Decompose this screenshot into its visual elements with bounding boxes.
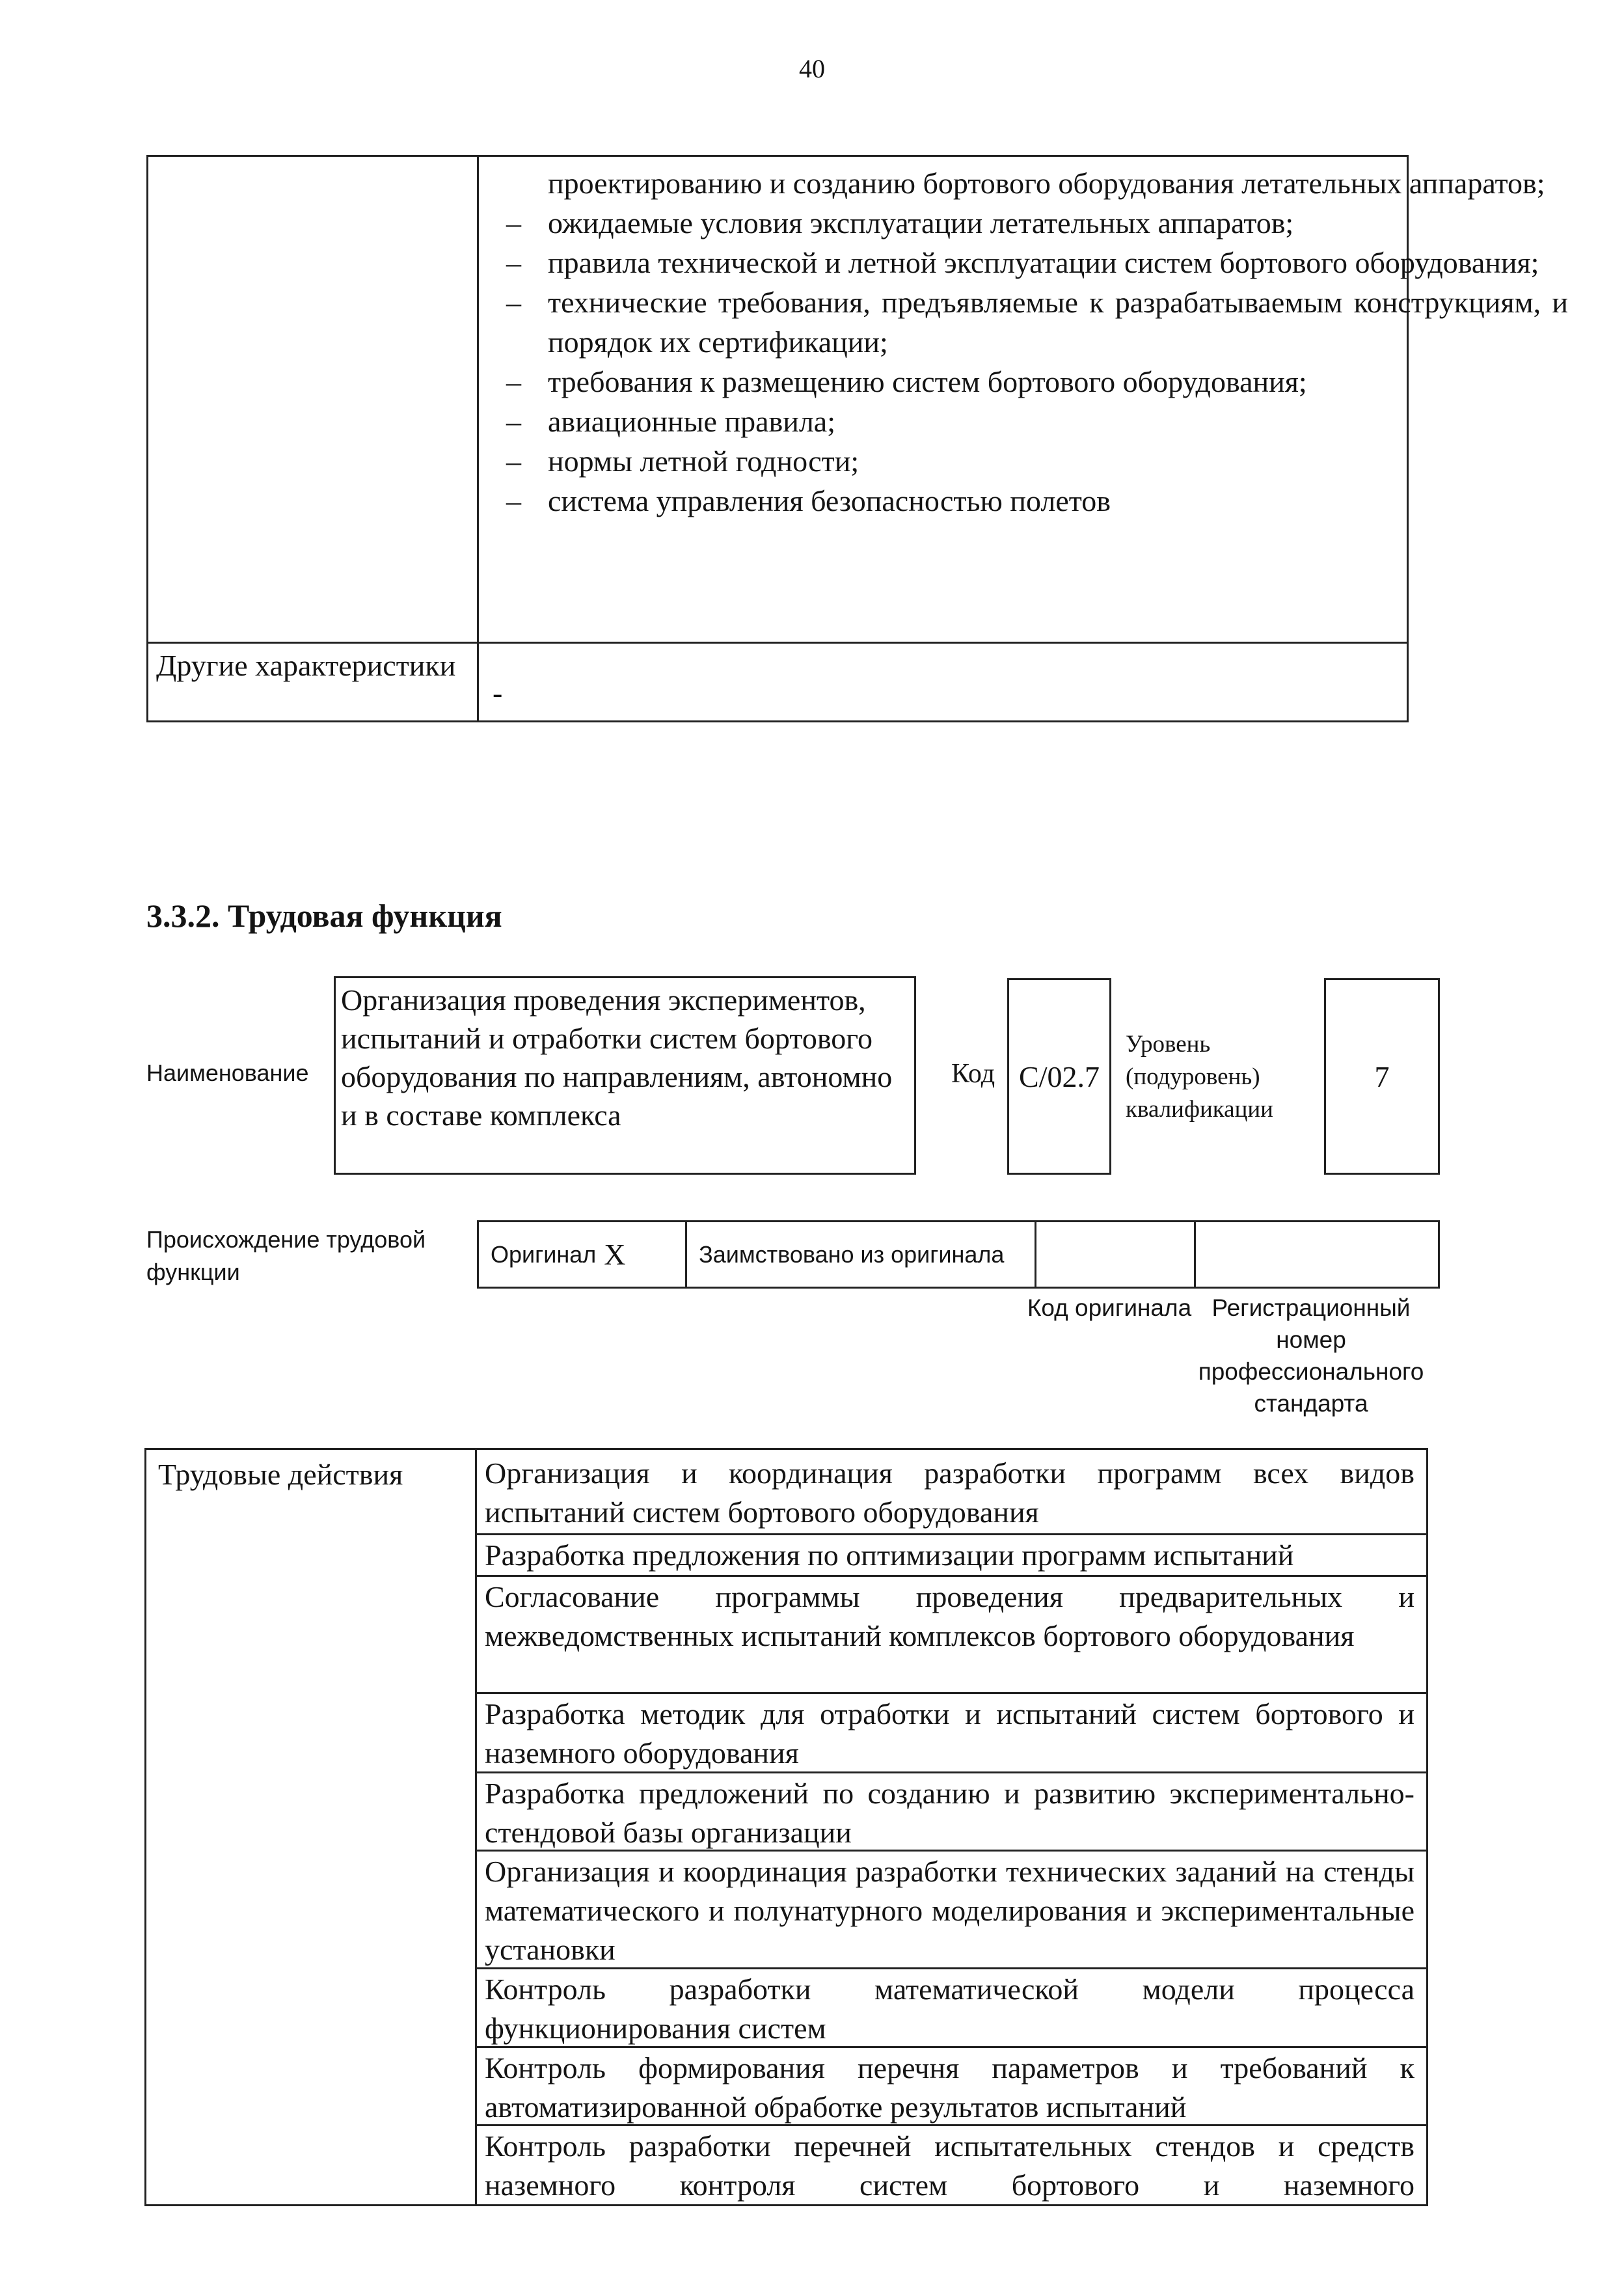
dash-marker: – [506,405,521,438]
section-title: 3.3.2. Трудовая функция [146,897,502,934]
labor-action: Контроль разработки математической модели процесса функционирования систем [485,1973,1414,2045]
column-divider [477,157,479,720]
knowledge-item: – правила технической и летной эксплуатации систем бортового оборудования; [494,243,1568,282]
page-number: 40 [799,54,825,83]
labor-action: Разработка методик для отработки и испытаний систем бортового и наземного оборудования [485,1697,1414,1770]
function-code: C/02.7 [1007,978,1111,1175]
origin-table [477,1220,1440,1289]
row-divider [475,2124,1426,2126]
original-mark: X [604,1238,626,1271]
origin-reg-caption: Регистрационный номер профессионального стандарта [1198,1294,1424,1417]
origin-code-caption: Код оригинала [1027,1294,1192,1321]
knowledge-item: – технические требования, предъявляемые к разрабатываемым конструкциям, и порядок их сертификации; [494,282,1568,362]
knowledge-item: – нормы летной годности; [494,441,1568,481]
dash-marker: – [506,286,521,319]
knowledge-item: – ожидаемые условия эксплуатации летательных аппаратов; [494,203,1568,243]
level-label: Уровень (подуровень) квалификации [1126,1031,1273,1123]
knowledge-list [494,163,1568,521]
other-characteristics-label: Другие характеристики [156,649,456,682]
other-characteristics-value: - [493,676,503,709]
column-divider [475,1450,477,2204]
origin-reg-cell [1196,1222,1438,1287]
row-divider [475,1692,1426,1694]
name-label: Наименование [146,1059,309,1086]
dash-marker: – [506,444,521,478]
knowledge-item: проектированию и созданию бортового оборудования летательных аппаратов; [548,167,1545,200]
labor-actions-heading: Трудовые действия [158,1458,403,1491]
row-divider-left [148,642,477,644]
code-label: Код [951,1059,995,1089]
row-divider [475,2046,1426,2048]
origin-original-cell [479,1222,687,1287]
origin-code-cell [1036,1222,1196,1287]
dash-marker: – [506,246,521,279]
dash-marker: – [506,484,521,517]
knowledge-table [146,155,1568,722]
original-label: Оригинал [491,1240,597,1268]
origin-borrowed-cell [687,1222,1036,1287]
labor-action: Разработка предложений по созданию и развитию экспериментально-стендовой базы организации [485,1777,1414,1849]
knowledge-item: – система управления безопасностью полетов [494,481,1568,521]
origin-label: Происхождение трудовой функции [146,1226,426,1285]
labor-action: Разработка предложения по оптимизации программ испытаний [485,1538,1294,1572]
function-name: Организация проведения экспериментов, испытаний и отработки систем бортового оборудования по направлениям, автономно и в составе комплекса [334,976,916,1175]
row-divider [477,642,1407,644]
labor-actions-table [144,1448,1428,2206]
dash-marker: – [506,365,521,398]
knowledge-item: – требования к размещению систем бортового оборудования; [494,362,1568,402]
dash-marker: – [506,206,521,239]
knowledge-item: – авиационные правила; [494,402,1568,441]
labor-action: Организация и координация разработки технических заданий на стенды математического и полунатурного моделирования и экспериментальные установки [485,1855,1414,1966]
qualification-level: 7 [1324,978,1440,1175]
labor-action: Контроль формирования перечня параметров и требований к автоматизированной обработке результатов испытаний [485,2051,1414,2124]
labor-action: Контроль разработки перечней испытательных стендов и средств наземного контроля систем бортового и наземного [485,2129,1414,2202]
row-divider [475,1850,1426,1852]
borrowed-label: Заимствовано из оригинала [699,1240,1005,1268]
row-divider [475,1533,1426,1535]
row-divider [475,1967,1426,1969]
row-divider [475,1575,1426,1577]
labor-action: Согласование программы проведения предварительных и межведомственных испытаний комплексов бортового оборудования [485,1580,1414,1652]
labor-action: Организация и координация разработки программ всех видов испытаний систем бортового оборудования [485,1456,1414,1529]
row-divider [475,1771,1426,1773]
